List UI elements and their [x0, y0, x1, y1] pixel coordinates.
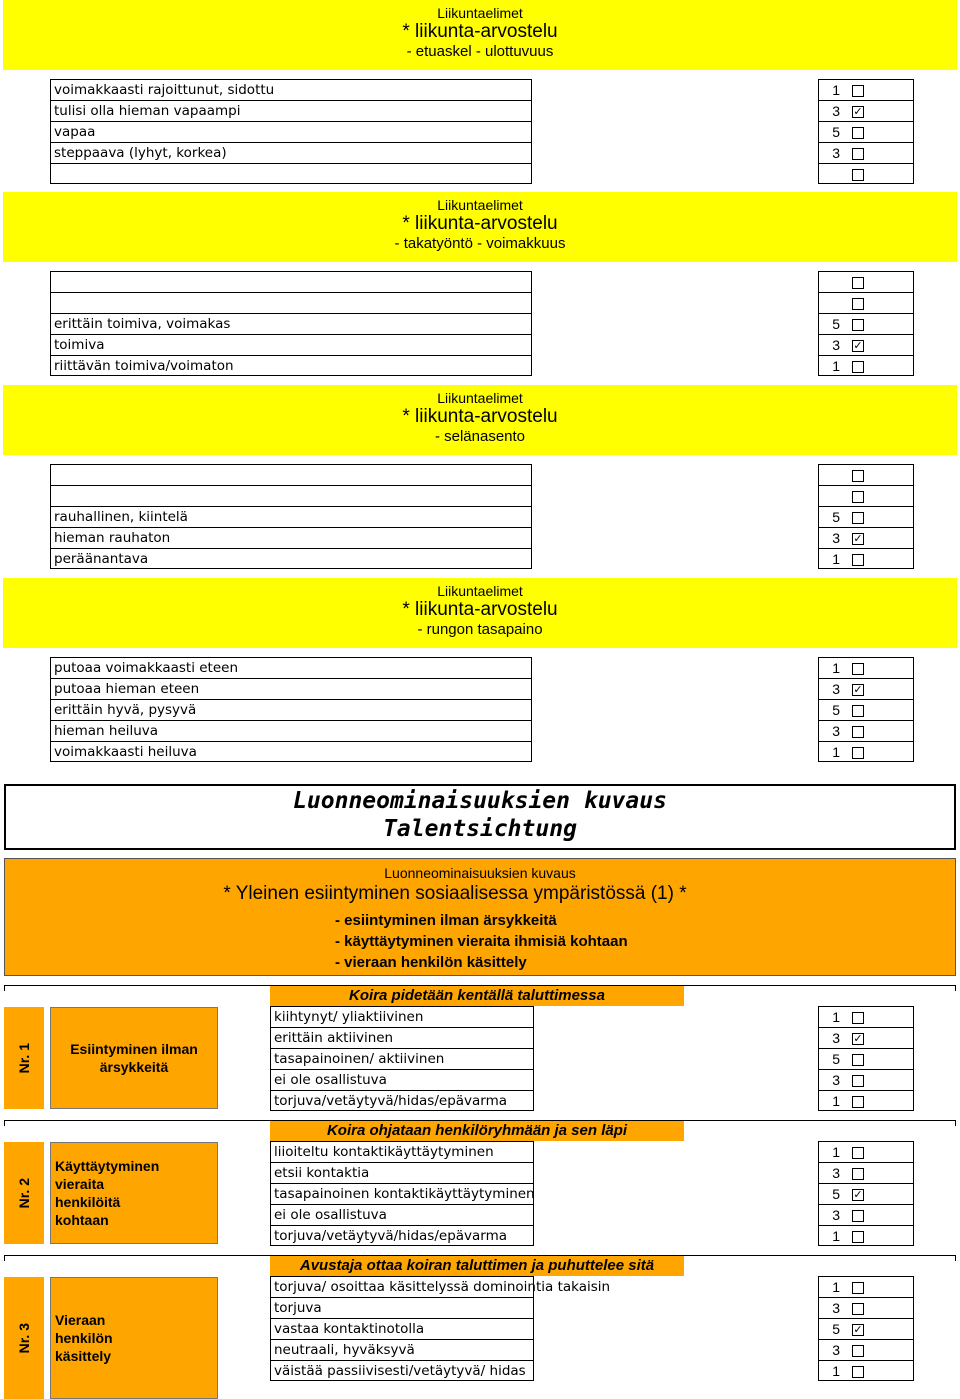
score-value: 3 [832, 103, 840, 119]
criterion-label: toimiva [50, 334, 532, 355]
group-description-box [50, 1142, 218, 1244]
criterion-label: peräänantava [50, 548, 532, 569]
group-description: Käyttäytyminen vieraita henkilöitä kohtaan [55, 1158, 160, 1228]
criterion-label: erittäin toimiva, voimakas [50, 313, 532, 334]
section-detail: - etuaskel - ulottuvuus [406, 42, 554, 60]
score-checkbox[interactable] [852, 298, 864, 310]
score-checkbox[interactable] [852, 663, 864, 675]
score-checkbox[interactable] [852, 1231, 864, 1243]
score-cell [818, 464, 914, 485]
score-checkbox[interactable] [852, 1303, 864, 1315]
score-cell [818, 100, 914, 121]
group-number: Nr. 1 [16, 1042, 32, 1074]
criterion-label: torjuva/vetäytyvä/hidas/epävarma [270, 1225, 534, 1246]
score-cell [818, 1225, 914, 1246]
score-checkbox[interactable] [852, 1168, 864, 1180]
score-value: 1 [832, 1363, 840, 1379]
section-header [3, 192, 957, 262]
score-cell [818, 1204, 914, 1225]
score-cell [818, 1162, 914, 1183]
group-heading: Koira pidetään kentällä taluttimessa [270, 986, 684, 1006]
score-checkbox[interactable] [852, 169, 864, 181]
score-value: 3 [832, 145, 840, 161]
criterion-label: putoaa hieman eteen [50, 678, 532, 699]
score-checkbox[interactable] [852, 1012, 864, 1024]
score-value: 5 [832, 702, 840, 718]
criterion-label: liioiteltu kontaktikäyttäytyminen [270, 1141, 534, 1162]
character-header-item: - esiintyminen ilman ärsykkeitä [335, 912, 557, 929]
score-checkbox[interactable] [852, 747, 864, 759]
score-checkbox[interactable] [852, 1210, 864, 1222]
criterion-label: riittävän toimiva/voimaton [50, 355, 532, 376]
score-value: 5 [832, 1051, 840, 1067]
criterion-label: hieman rauhaton [50, 527, 532, 548]
section-subtitle: * liikunta-arvostelu [402, 406, 558, 428]
score-value: 1 [832, 1009, 840, 1025]
score-value: 1 [832, 358, 840, 374]
score-checkbox[interactable] [852, 491, 864, 503]
score-checkbox[interactable]: ✓ [853, 1033, 863, 1045]
section-subtitle: * liikunta-arvostelu [402, 599, 558, 621]
group-heading: Koira ohjataan henkilöryhmään ja sen läpi [270, 1121, 684, 1141]
criterion-label: neutraali, hyväksyvä [270, 1339, 534, 1360]
group-description-box [50, 1277, 218, 1399]
score-cell [818, 1276, 914, 1297]
score-value: 3 [832, 530, 840, 546]
score-checkbox[interactable] [852, 1096, 864, 1108]
score-checkbox[interactable]: ✓ [853, 684, 863, 696]
character-header-item: - käyttäytyminen vieraita ihmisiä kohtaan [335, 933, 628, 950]
score-cell [818, 1318, 914, 1339]
score-value: 3 [832, 1165, 840, 1181]
score-value: 1 [832, 660, 840, 676]
section-detail: - rungon tasapaino [417, 620, 543, 638]
score-value: 3 [832, 337, 840, 353]
character-title: Luonneominaisuuksien kuvaus [293, 788, 667, 814]
score-cell [818, 355, 914, 376]
criterion-label: rauhallinen, kiintelä [50, 506, 532, 527]
score-cell [818, 657, 914, 678]
group-description-box [50, 1007, 218, 1109]
score-checkbox[interactable] [852, 1147, 864, 1159]
score-checkbox[interactable] [852, 277, 864, 289]
score-cell [818, 1069, 914, 1090]
criterion-label: väistää passiivisesti/vetäytyvä/ hidas [270, 1360, 534, 1381]
criterion-label: erittäin aktiivinen [270, 1027, 534, 1048]
score-checkbox[interactable]: ✓ [853, 340, 863, 352]
score-checkbox[interactable] [852, 319, 864, 331]
criterion-label [50, 163, 532, 184]
section-title: Liikuntaelimet [437, 583, 523, 599]
section-title: Liikuntaelimet [437, 5, 523, 21]
score-cell [818, 548, 914, 569]
criterion-label: hieman heiluva [50, 720, 532, 741]
score-cell [818, 1183, 914, 1204]
score-value: 3 [832, 723, 840, 739]
score-cell [818, 699, 914, 720]
character-header [4, 858, 956, 976]
score-checkbox[interactable] [852, 127, 864, 139]
score-cell [818, 1090, 914, 1111]
score-value: 1 [832, 551, 840, 567]
criterion-label: torjuva/ osoittaa käsittelyssä dominointia takaisin [270, 1276, 534, 1297]
score-checkbox[interactable] [852, 148, 864, 160]
score-value: 5 [832, 316, 840, 332]
score-cell [818, 720, 914, 741]
character-header-title: Luonneominaisuuksien kuvaus [384, 865, 576, 881]
group-heading: Avustaja ottaa koiran taluttimen ja puhuttelee sitä [270, 1256, 684, 1276]
character-subtitle: Talentsichtung [383, 816, 577, 842]
score-checkbox[interactable]: ✓ [853, 533, 863, 545]
score-checkbox[interactable] [852, 1054, 864, 1066]
criterion-label: etsii kontaktia [270, 1162, 534, 1183]
score-checkbox[interactable] [852, 1366, 864, 1378]
criterion-label: tasapainoinen kontaktikäyttäytyminen [270, 1183, 534, 1204]
group-description: Vieraan henkilön käsittely [55, 1312, 113, 1364]
score-checkbox[interactable] [852, 361, 864, 373]
score-cell [818, 485, 914, 506]
score-cell [818, 163, 914, 184]
score-cell [818, 121, 914, 142]
score-value: 5 [832, 124, 840, 140]
score-value: 1 [832, 1228, 840, 1244]
score-cell [818, 527, 914, 548]
criterion-label [50, 485, 532, 506]
section-detail: - selänasento [434, 427, 526, 445]
score-cell [818, 1360, 914, 1381]
group-number-box [4, 1277, 44, 1399]
score-checkbox[interactable] [852, 1282, 864, 1294]
group-number: Nr. 2 [16, 1177, 32, 1209]
score-checkbox[interactable] [852, 470, 864, 482]
score-cell [818, 678, 914, 699]
score-value: 3 [832, 681, 840, 697]
character-header-subtitle: * Yleinen esiintyminen sosiaalisessa ympäristössä (1) * [223, 883, 687, 904]
section-subtitle: * liikunta-arvostelu [402, 21, 558, 43]
score-value: 3 [832, 1030, 840, 1046]
criterion-label: voimakkaasti rajoittunut, sidottu [50, 79, 532, 100]
score-cell [818, 1297, 914, 1318]
score-checkbox[interactable] [852, 705, 864, 717]
score-value: 1 [832, 744, 840, 760]
section-detail: - takatyöntö - voimakkuus [394, 234, 566, 252]
score-cell [818, 79, 914, 100]
criterion-label: tasapainoinen/ aktiivinen [270, 1048, 534, 1069]
score-value: 5 [832, 1321, 840, 1337]
score-value: 3 [832, 1300, 840, 1316]
group-description: Esiintyminen ilman ärsykkeitä [70, 1041, 198, 1075]
character-title-box [4, 784, 956, 850]
score-cell [818, 334, 914, 355]
criterion-label: vapaa [50, 121, 532, 142]
section-subtitle: * liikunta-arvostelu [402, 213, 558, 235]
character-header-item: - vieraan henkilön käsittely [335, 954, 527, 971]
score-checkbox[interactable] [852, 554, 864, 566]
score-checkbox[interactable]: ✓ [853, 106, 863, 118]
score-value: 1 [832, 1093, 840, 1109]
criterion-label: torjuva/vetäytyvä/hidas/epävarma [270, 1090, 534, 1111]
score-checkbox[interactable] [852, 1075, 864, 1087]
score-checkbox[interactable]: ✓ [853, 1324, 863, 1336]
group-number: Nr. 3 [16, 1322, 32, 1354]
section-title: Liikuntaelimet [437, 197, 523, 213]
section-title: Liikuntaelimet [437, 390, 523, 406]
criterion-label: vastaa kontaktinotolla [270, 1318, 534, 1339]
score-cell [818, 313, 914, 334]
score-checkbox[interactable] [852, 726, 864, 738]
criterion-label [50, 464, 532, 485]
criterion-label: putoaa voimakkaasti eteen [50, 657, 532, 678]
score-cell [818, 1339, 914, 1360]
score-value: 5 [832, 509, 840, 525]
criterion-label: voimakkaasti heiluva [50, 741, 532, 762]
score-value: 5 [832, 1186, 840, 1202]
score-cell [818, 741, 914, 762]
score-checkbox[interactable] [852, 1345, 864, 1357]
criterion-label [50, 292, 532, 313]
score-value: 3 [832, 1072, 840, 1088]
criterion-label: kiihtynyt/ yliaktiivinen [270, 1006, 534, 1027]
score-cell [818, 1048, 914, 1069]
criterion-label: tulisi olla hieman vapaampi [50, 100, 532, 121]
score-value: 3 [832, 1342, 840, 1358]
score-cell [818, 506, 914, 527]
score-cell [818, 271, 914, 292]
criterion-label: erittäin hyvä, pysyvä [50, 699, 532, 720]
score-cell [818, 292, 914, 313]
score-value: 1 [832, 1279, 840, 1295]
score-cell [818, 1141, 914, 1162]
criterion-label: torjuva [270, 1297, 534, 1318]
score-checkbox[interactable]: ✓ [853, 1189, 863, 1201]
section-header [3, 385, 957, 455]
score-cell [818, 1006, 914, 1027]
score-value: 1 [832, 82, 840, 98]
score-checkbox[interactable] [852, 85, 864, 97]
criterion-label: steppaava (lyhyt, korkea) [50, 142, 532, 163]
criterion-label: ei ole osallistuva [270, 1069, 534, 1090]
criterion-label: ei ole osallistuva [270, 1204, 534, 1225]
group-number-box [4, 1007, 44, 1109]
score-cell [818, 142, 914, 163]
section-header [3, 578, 957, 648]
score-value: 3 [832, 1207, 840, 1223]
group-number-box [4, 1142, 44, 1244]
score-value: 1 [832, 1144, 840, 1160]
section-header [3, 0, 957, 70]
criterion-label [50, 271, 532, 292]
score-checkbox[interactable] [852, 512, 864, 524]
score-cell [818, 1027, 914, 1048]
